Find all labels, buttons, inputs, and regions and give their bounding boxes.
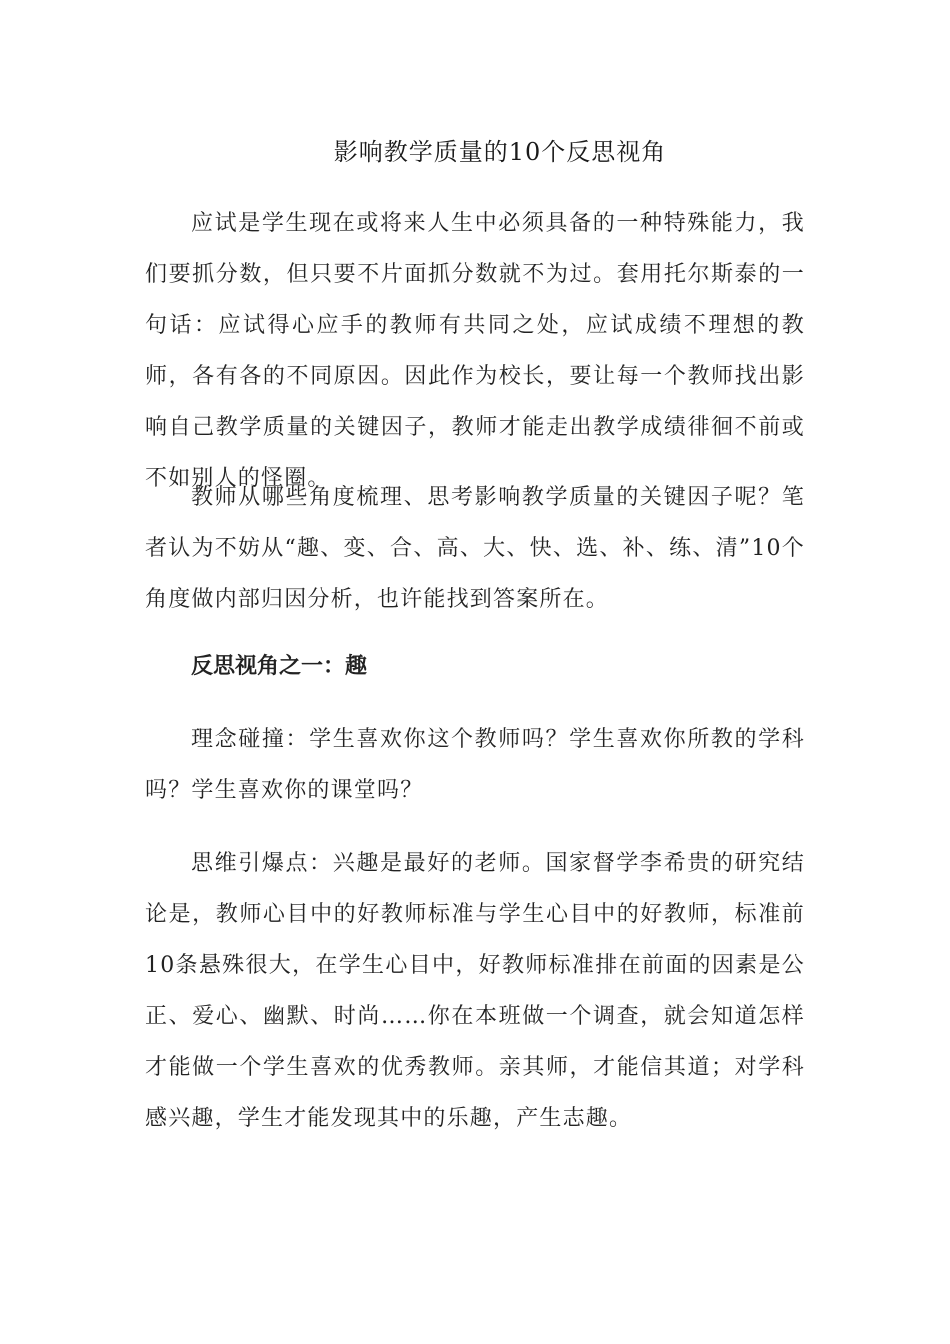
method-paragraph: 教师从哪些角度梳理、思考影响教学质量的关键因子呢？笔者认为不妨从“趣、变、合、高、大、快、选、补、练、清”10个角度做内部归因分析，也许能找到答案所在。 bbox=[145, 485, 805, 612]
document-title: 影响教学质量的10个反思视角 bbox=[333, 138, 667, 166]
section-heading: 反思视角之一：趣 bbox=[191, 654, 368, 679]
thinking-paragraph: 思维引爆点：兴趣是最好的老师。国家督学李希贵的研究结论是，教师心目中的好教师标准与学生心目中的好教师，标准前10条悬殊很大，在学生心目中，好教师标准排在前面的因素是公正、爱心、幽默、时尚……你在本班做一个调查，就会知道怎样才能做一个学生喜欢的优秀教师。亲其师，才能信其道；对学科感兴趣，学生才能发现其中的乐趣，产生志趣。 bbox=[145, 851, 805, 1131]
intro-paragraph: 应试是学生现在或将来人生中必须具备的一种特殊能力，我们要抓分数，但只要不片面抓分数就不为过。套用托尔斯泰的一句话：应试得心应手的教师有共同之处，应试成绩不理想的教师，各有各的不同原因。因此作为校长，要让每一个教师找出影响自己教学质量的关键因子，教师才能走出教学成绩徘徊不前或不如别人的怪圈。 bbox=[145, 211, 805, 491]
concept-paragraph: 理念碰撞：学生喜欢你这个教师吗？学生喜欢你所教的学科吗？学生喜欢你的课堂吗？ bbox=[145, 727, 805, 803]
